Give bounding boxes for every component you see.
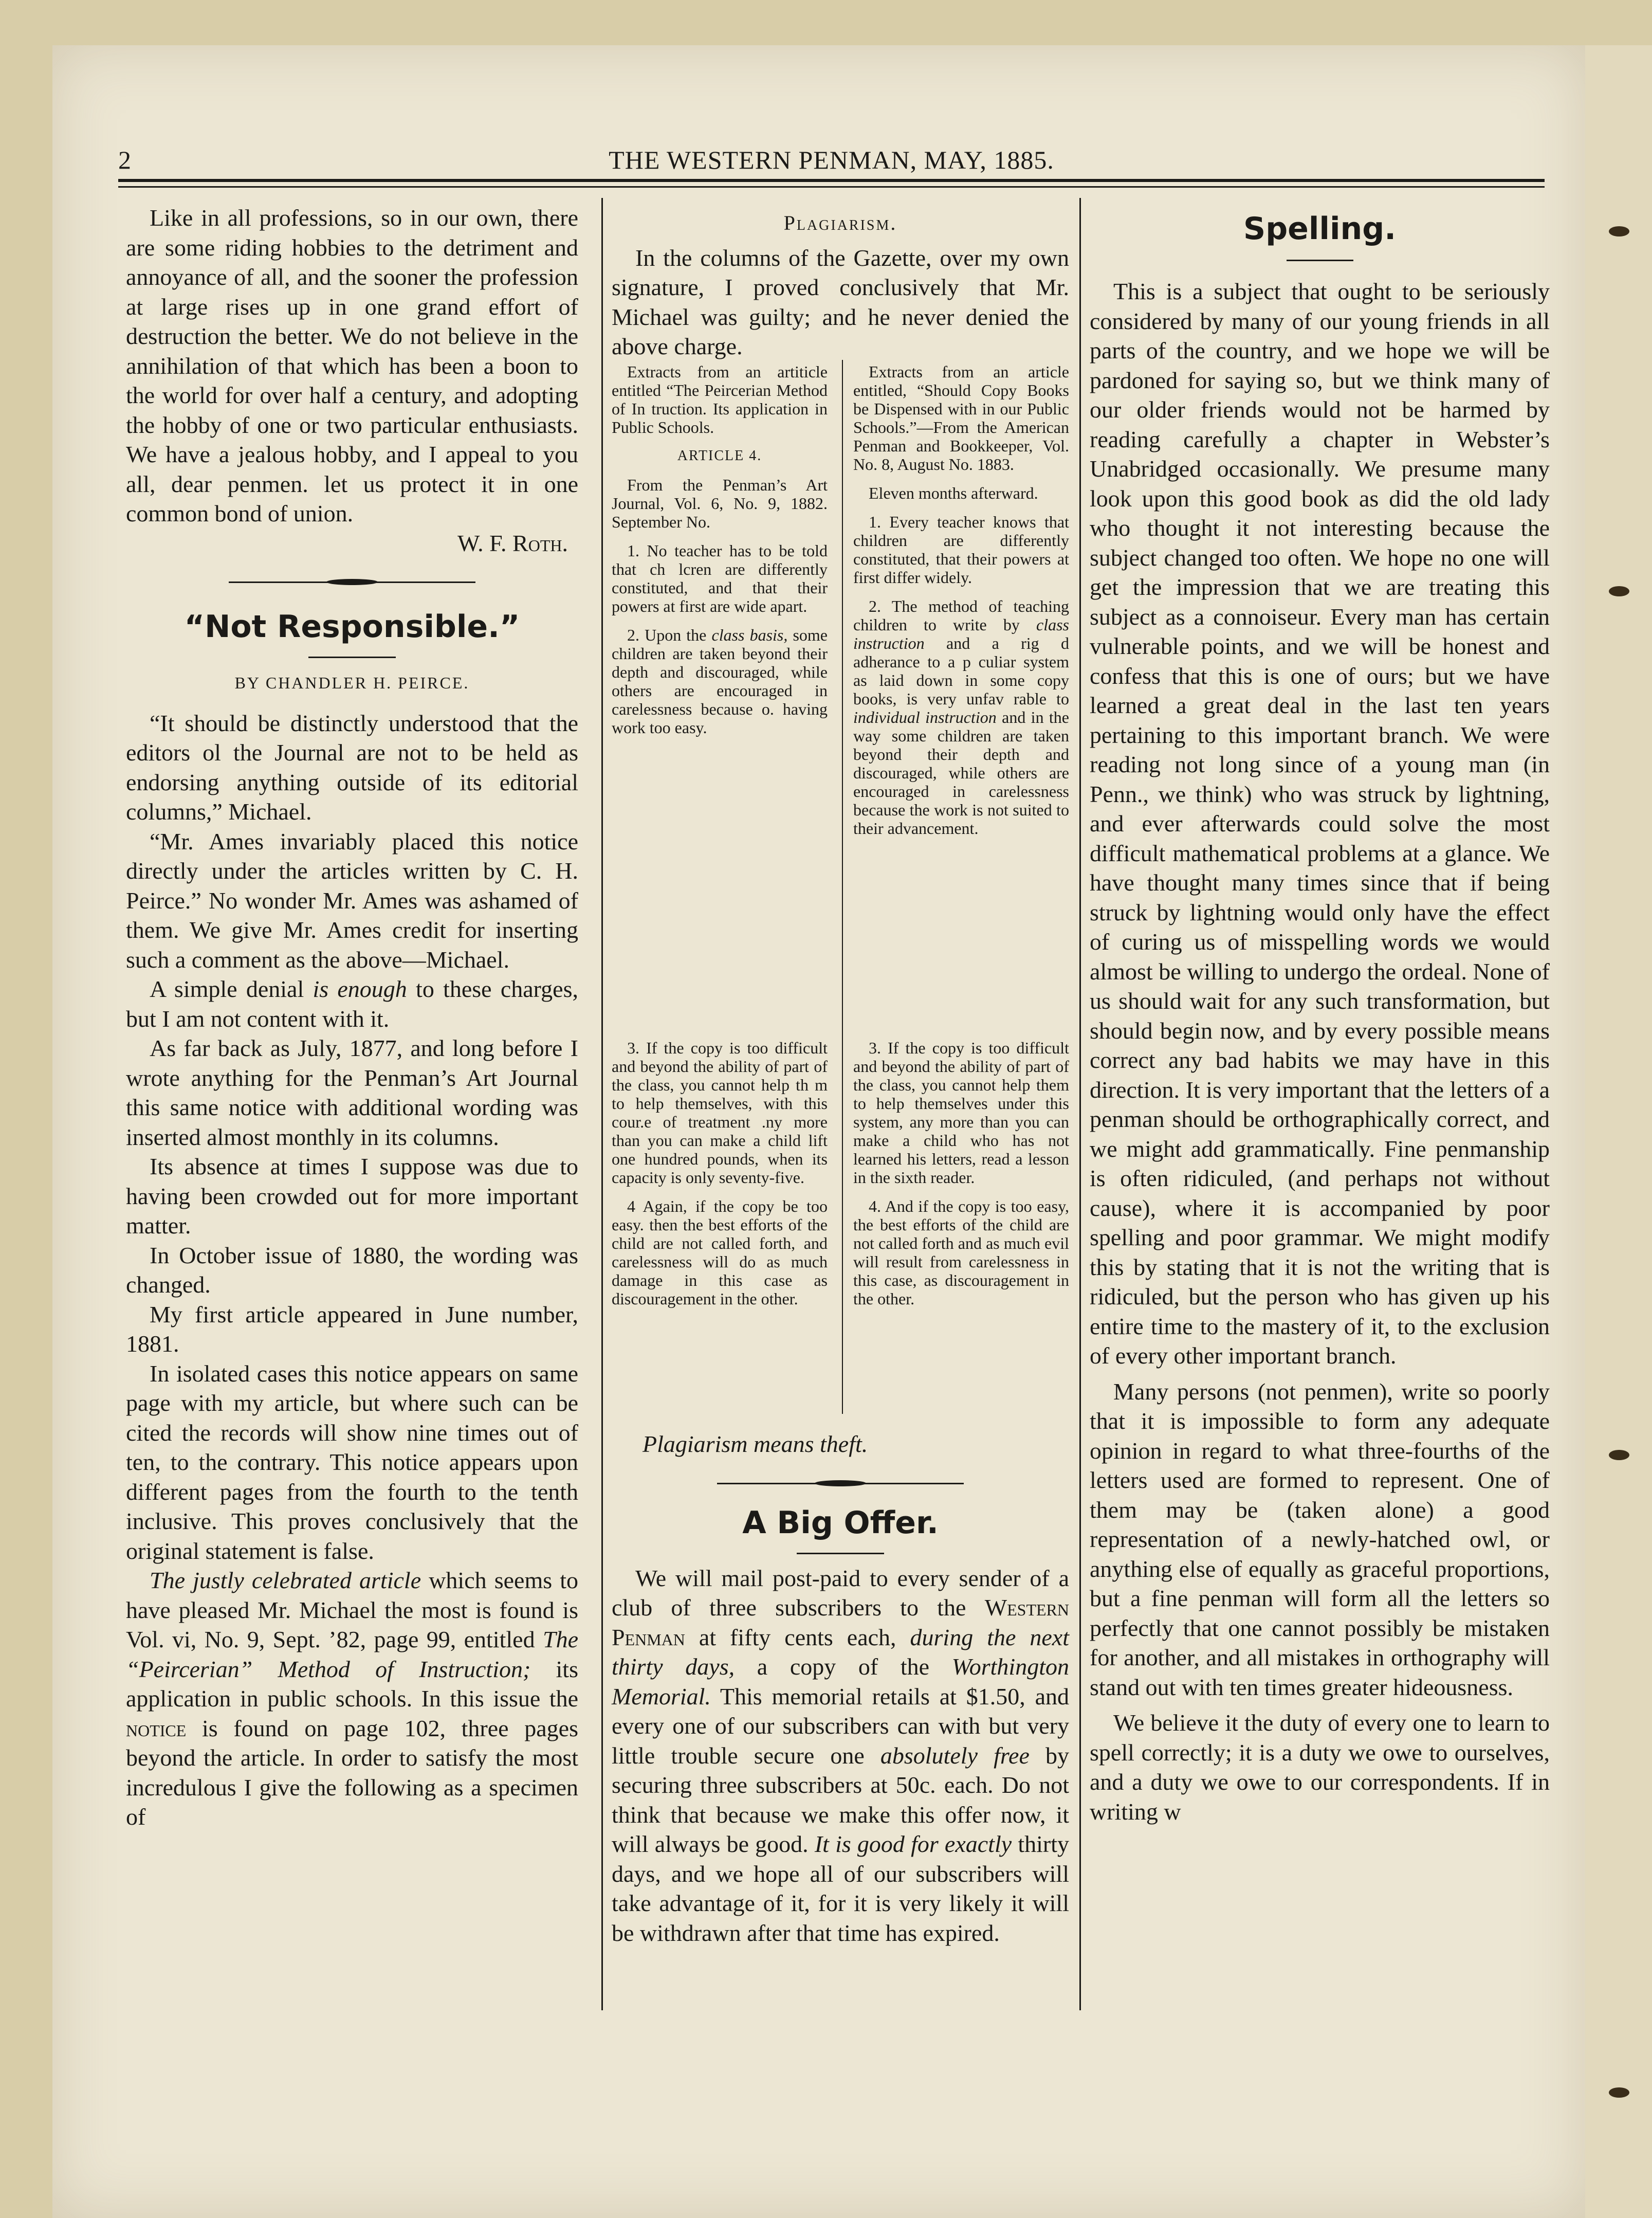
text-run: 2. The method of teaching children to write by: [853, 597, 1069, 634]
binding-mark: [1609, 586, 1629, 596]
emphasis: class instruction: [853, 615, 1069, 652]
text-run: We will mail post-paid to every sender of a club of three subscribers to the: [612, 1565, 1069, 1621]
article-paragraph: [612, 1563, 1069, 1948]
article-paragraph: This is a subject that ought to be seriously considered by many of our young friends in all parts of the country, and we hope we will be pardoned for saying so, but we think many of our older friends would not be harmed by reading carefully a chapter in Webster’s Unabridged occasionally. We presume many look upon this good book as did the old lady who thought it not interesting because the subject changed too often. We hope no one will get the impression that we are treating this subject as a connoiseur. Every man has certain vulnerable points, and we will be honest and confess that this is one of ours; but we have learned a great deal in the last ten years pertaining to this important branch. We were reading not long since of a young man (in Penn., we think) who was struck by lightning, and ever afterwards could solve the most difficult mathematical problems at a glance. We have thought many times since that if being struck by lightning would only have the effect of curing us of misspelling words we would almost be willing to undergo the ordeal. None of us should wait for any such transformation, but should begin now, and by every possible means correct any bad habits we may have in this direction. It is very important that the letters of a penman should be orthographically correct, and we might add grammatically. Fine penmanship is often ridiculed, (and perhaps not without cause), where it is accompanied by poor spelling and poor grammar. We might modify this by stating that it is not the writing that is ridiculed, but the person who has given up his entire time to the mastery of it, to the exclusion of every other important branch.: [1090, 278, 1550, 1369]
heading-rule: [1287, 260, 1353, 261]
article-paragraph: Many persons (not penmen), write so poorly that it is impossible to form any adequate opinion in regard to what three-fourths of the letters used are formed to represent. One of them may be (taken alone) a good representation of a newly-hatched owl, or anything else of equally as graceful proportions, but a fine penman will form all the letters so perfectly that one cannot possibly be mistaken for another, and all mistakes in orthography will stand out with ten times greater hideousness.: [1090, 1378, 1550, 1700]
article-heading: A Big Offer.: [742, 1504, 939, 1541]
sub-column-divider: [842, 360, 843, 1414]
extract-paragraph: 1. No teacher has to be told that ch lcren are differently constituted, and that their powers at first are wide apart.: [612, 541, 828, 615]
article-paragraph: [126, 974, 578, 1033]
extract-paragraph: [612, 626, 828, 737]
extract-right-column-lower: [853, 1039, 1069, 1318]
header-rule-thin: [118, 186, 1545, 188]
article-paragraph: Its absence at times I suppose was due to having been crowded out for more important matter.: [126, 1153, 578, 1239]
emphasis: The justly celebrated article: [150, 1567, 421, 1593]
ornamental-divider: [229, 578, 475, 586]
extract-paragraph: Extracts from an article entitled, “Should Copy Books be Dispensed with in our Public Schools.”—From the American Penman and Bookkeeper, Vol. No. 8, August No. 1883.: [853, 362, 1069, 474]
extract-paragraph: 4. And if the copy is too easy, the best efforts of the child are not called forth and as much evil will result from carelessness in this case, as discouragement in the other.: [853, 1197, 1069, 1308]
article-paragraph: In the columns of the Gazette, over my own signature, I proved conclusively that Mr. Michael was guilty; and he never denied the above charge.: [612, 244, 1069, 359]
extract-paragraph: From the Penman’s Art Journal, Vol. 6, No. 9, 1882. September No.: [612, 476, 828, 531]
text-run: some children are taken beyond their depth and discouraged, while others are encouraged in carelessness because o. having work too easy.: [612, 626, 828, 737]
text-run: and a rig d adherance to a p culiar system as laid down in some copy books, is very unfav rable to: [853, 634, 1069, 708]
extract-paragraph: 3. If the copy is too difficult and beyond the ability of part of the class, you cannot help them to help themselves under this system, any more than you can make a child who has not learned his letters, read a lesson in the sixth reader.: [853, 1039, 1069, 1187]
header-rule: [118, 179, 1545, 182]
page-number: 2: [118, 146, 131, 174]
emphasis: is enough: [313, 976, 407, 1002]
text-run: This memorial retails at $1.50, and every one of our subscribers can with but very little trouble secure one: [612, 1683, 1069, 1769]
column-2-lower: [612, 1429, 1069, 1948]
column-3: [1090, 203, 1550, 1826]
text-run: a copy of the: [735, 1653, 952, 1680]
paragraph-gap: [1090, 1371, 1550, 1377]
text-run: which seems to have pleased Mr. Michael the most is found is Vol. vi, No. 9, Sept. ’82, page 99, entitled: [126, 1567, 578, 1652]
extract-left-column: [612, 362, 828, 747]
article-heading: “Not Responsible.”: [184, 609, 520, 645]
column-divider: [1079, 198, 1081, 2010]
text-run: by securing three subscribers at 50c. each. Do not think that because we make this offer now, it will always be good.: [612, 1742, 1069, 1857]
extract-left-column-lower: [612, 1039, 828, 1318]
extract-paragraph: 4 Again, if the copy be too easy. then the best efforts of the child are not called forth, and carelessness will do as much damage in this case as discouragement in the other.: [612, 1197, 828, 1308]
extract-paragraph: Extracts from an artiticle entitled “The Peircerian Method of In truction. Its application in Public Schools.: [612, 362, 828, 437]
heading-rule: [308, 657, 396, 658]
emphasis: during the next thirty days,: [612, 1624, 1069, 1680]
text-run: at fifty cents each,: [685, 1624, 910, 1650]
article-paragraph: My first article appeared in June number, 1881.: [126, 1301, 578, 1357]
publication-title: THE WESTERN PENMAN, MAY, 1885.: [609, 146, 1054, 174]
article-paragraph: In isolated cases this notice appears on same page with my article, but where such can be cited the records will show nine times out of ten, to the contrary. This notice appears upon different pages from the fourth to the tenth inclusive. This proves conclusively that the original statement is false.: [126, 1360, 578, 1564]
article-paragraph: In October issue of 1880, the wording was changed.: [126, 1242, 578, 1298]
text-run: is found on page 102, three pages beyond the article. In order to satisfy the most incredulous I give the following as a specimen of: [126, 1715, 578, 1830]
running-header: [118, 145, 1545, 176]
binding-mark: [1609, 226, 1629, 237]
text-run: its application in public schools. In this issue the: [126, 1656, 578, 1712]
text-run: to these charges, but I am not content with it.: [126, 976, 578, 1032]
extract-paragraph: 3. If the copy is too difficult and beyond the ability of part of the class, you cannot help th m to help themselves, with this cour.e of treatment .ny more than you can make a child lift one hundred pounds, when its capacity is only seventy-five.: [612, 1039, 828, 1187]
small-caps-word: Western Penman: [612, 1594, 1069, 1650]
binding-mark: [1609, 2087, 1629, 2098]
heading-rule: [797, 1553, 884, 1554]
article-heading: Spelling.: [1243, 211, 1396, 247]
emphasis: Worthington Memorial.: [612, 1653, 1069, 1710]
article-paragraph: “Mr. Ames invariably placed this notice directly under the articles written by C. H. Peirce.” No wonder Mr. Ames was ashamed of them. We give Mr. Ames credit for inserting such a comment as the above—Michael.: [126, 828, 578, 973]
emphasis: The “Peircerian” Method of Instruction;: [126, 1626, 578, 1682]
byline: BY CHANDLER H. PEIRCE.: [234, 674, 470, 692]
column-divider: [601, 198, 603, 2010]
small-caps-word: notice: [126, 1715, 187, 1741]
text-run: 2. Upon the: [627, 626, 712, 644]
text-run: and in the way some children are taken beyond their depth and discouraged, while others are encouraged in carelessness because the work is not suited to their advancement.: [853, 708, 1069, 838]
extract-paragraph: [853, 597, 1069, 838]
plagiarism-note: Plagiarism means theft.: [643, 1431, 868, 1457]
emphasis: class basis,: [711, 626, 788, 644]
column-1: [126, 203, 578, 1832]
article-paragraph: We believe it the duty of every one to learn to spell correctly; it is a duty we owe to ourselves, and a duty we owe to our correspondents. If in writing w: [1090, 1710, 1550, 1825]
article-number: ARTICLE 4.: [677, 448, 762, 464]
article-paragraph: “It should be distinctly understood that the editors ol the Journal are not to be held as endorsing anything outside of its editorial columns,” Michael.: [126, 710, 578, 825]
ornamental-divider: [717, 1480, 964, 1487]
extract-paragraph: 1. Every teacher knows that children are differently constituted, that their powers at first differ widely.: [853, 513, 1069, 587]
article-paragraph: [126, 1566, 578, 1832]
column-2: [612, 208, 1069, 361]
next-page-edge: [1585, 45, 1652, 2218]
text-run: thirty days, and we hope all of our subscribers will take advantage of it, for it is very likely it will be withdrawn after that time has expired.: [612, 1831, 1069, 1946]
text-run: A simple denial: [150, 976, 313, 1002]
emphasis: It is good for exactly: [814, 1831, 1012, 1857]
article-paragraph: As far back as July, 1877, and long before I wrote anything for the Penman’s Art Journal this same notice with additional wording was inserted almost monthly in its columns.: [126, 1035, 578, 1150]
binding-mark: [1609, 1450, 1629, 1460]
section-title: Plagiarism.: [783, 211, 897, 234]
signature: W. F. Roth.: [457, 530, 568, 556]
emphasis: absolutely free: [880, 1742, 1030, 1769]
emphasis: individual instruction: [853, 708, 997, 726]
extract-right-column: [853, 362, 1069, 848]
paragraph-gap: [1090, 1702, 1550, 1708]
extract-paragraph: Eleven months afterward.: [869, 484, 1038, 502]
article-paragraph: Like in all professions, so in our own, there are some riding hobbies to the detriment and annoyance of all, and the sooner the profession at large rises up in one grand effort of destruction the better. We do not believe in the annihilation of that which has been a boon to the world for over half a century, and adopting the hobby of one or two particular enthusiasts. We have a jealous hobby, and I appeal to you all, dear penmen. let us protect it in one common bond of union.: [126, 205, 578, 526]
